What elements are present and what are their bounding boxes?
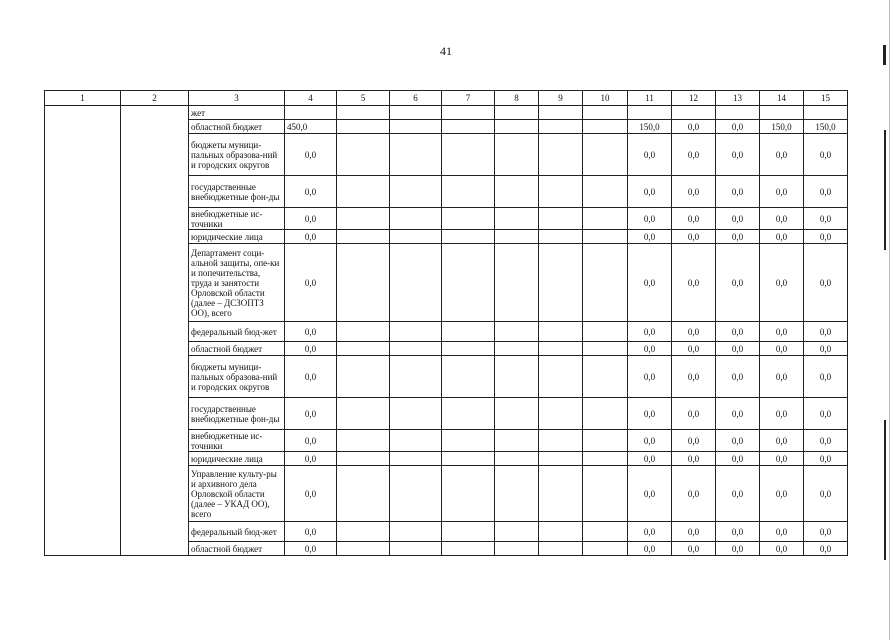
scan-edge-mark xyxy=(884,420,886,560)
cell-col-9 xyxy=(539,230,583,244)
cell-col-11: 0,0 xyxy=(628,452,672,466)
cell-col-15: 150,0 xyxy=(804,120,848,134)
cell-col-10 xyxy=(583,208,628,230)
cell-col-4: 0,0 xyxy=(285,176,337,208)
cell-col-12: 0,0 xyxy=(672,134,716,176)
cell-col-6 xyxy=(390,134,442,176)
cell-col-15: 0,0 xyxy=(804,542,848,556)
cell-col-13: 0,0 xyxy=(716,430,760,452)
column-header-7: 7 xyxy=(442,91,495,106)
cell-col-13: 0,0 xyxy=(716,134,760,176)
cell-col-8 xyxy=(495,430,539,452)
column-header-3: 3 xyxy=(189,91,285,106)
cell-col-8 xyxy=(495,244,539,322)
budget-table xyxy=(44,90,848,556)
cell-col-8 xyxy=(495,134,539,176)
row-description: государственные внебюджетные фон-ды xyxy=(189,398,285,430)
column-header-10: 10 xyxy=(583,91,628,106)
cell-col-12: 0,0 xyxy=(672,322,716,342)
cell-col-10 xyxy=(583,430,628,452)
cell-col-7 xyxy=(442,230,495,244)
row-description: областной бюджет xyxy=(189,342,285,356)
cell-col-5 xyxy=(337,342,390,356)
cell-col-14: 0,0 xyxy=(760,244,804,322)
cell-col-13: 0,0 xyxy=(716,176,760,208)
cell-col-11: 0,0 xyxy=(628,134,672,176)
cell-col-14: 0,0 xyxy=(760,176,804,208)
cell-col-7 xyxy=(442,430,495,452)
cell-col-6 xyxy=(390,342,442,356)
row-description: федеральный бюд-жет xyxy=(189,522,285,542)
cell-col-8 xyxy=(495,120,539,134)
cell-col-11: 0,0 xyxy=(628,208,672,230)
cell-col-10 xyxy=(583,230,628,244)
cell-col-11 xyxy=(628,106,672,120)
cell-col-12: 0,0 xyxy=(672,522,716,542)
cell-col-4: 0,0 xyxy=(285,522,337,542)
cell-col-13: 0,0 xyxy=(716,230,760,244)
column-header-12: 12 xyxy=(672,91,716,106)
cell-col-5 xyxy=(337,466,390,522)
cell-col-12: 0,0 xyxy=(672,342,716,356)
cell-col-13: 0,0 xyxy=(716,322,760,342)
cell-col-7 xyxy=(442,120,495,134)
cell-col-5 xyxy=(337,230,390,244)
cell-col-13: 0,0 xyxy=(716,356,760,398)
cell-col-14: 0,0 xyxy=(760,356,804,398)
cell-col-12: 0,0 xyxy=(672,230,716,244)
cell-col-8 xyxy=(495,542,539,556)
cell-col-7 xyxy=(442,176,495,208)
row-description: жет xyxy=(189,106,285,120)
cell-col-13: 0,0 xyxy=(716,120,760,134)
cell-col-6 xyxy=(390,322,442,342)
cell-col-5 xyxy=(337,134,390,176)
cell-col-9 xyxy=(539,176,583,208)
cell-col-12: 0,0 xyxy=(672,398,716,430)
cell-col-9 xyxy=(539,452,583,466)
cell-col-7 xyxy=(442,134,495,176)
row-description: федеральный бюд-жет xyxy=(189,322,285,342)
cell-col-4: 0,0 xyxy=(285,452,337,466)
column-header-4: 4 xyxy=(285,91,337,106)
cell-col-14: 0,0 xyxy=(760,230,804,244)
cell-col-4: 0,0 xyxy=(285,208,337,230)
cell-col-4: 450,0 xyxy=(285,120,337,134)
cell-col-11: 0,0 xyxy=(628,176,672,208)
column-header-1: 1 xyxy=(45,91,121,106)
cell-col-4: 0,0 xyxy=(285,230,337,244)
table-row xyxy=(45,106,848,120)
row-description: государственные внебюджетные фон-ды xyxy=(189,176,285,208)
cell-col-14: 0,0 xyxy=(760,522,804,542)
cell-col-11: 0,0 xyxy=(628,356,672,398)
cell-col-7 xyxy=(442,398,495,430)
cell-col-15: 0,0 xyxy=(804,322,848,342)
cell-col-7 xyxy=(442,322,495,342)
column-header-13: 13 xyxy=(716,91,760,106)
cell-col-10 xyxy=(583,452,628,466)
cell-col-5 xyxy=(337,542,390,556)
cell-col-7 xyxy=(442,452,495,466)
cell-col-6 xyxy=(390,430,442,452)
cell-col-5 xyxy=(337,356,390,398)
cell-col-7 xyxy=(442,522,495,542)
scan-edge-mark xyxy=(884,130,886,250)
cell-col-11: 0,0 xyxy=(628,230,672,244)
cell-col-10 xyxy=(583,322,628,342)
cell-col-7 xyxy=(442,542,495,556)
cell-col-15: 0,0 xyxy=(804,176,848,208)
cell-col-5 xyxy=(337,322,390,342)
column-header-11: 11 xyxy=(628,91,672,106)
row-description: бюджеты муници-пальных образова-ний и городских округов xyxy=(189,356,285,398)
cell-col-15 xyxy=(804,106,848,120)
cell-col-7 xyxy=(442,208,495,230)
cell-col-15: 0,0 xyxy=(804,134,848,176)
row-description: внебюджетные ис-точники xyxy=(189,430,285,452)
cell-col-9 xyxy=(539,120,583,134)
cell-col-15: 0,0 xyxy=(804,522,848,542)
cell-col-4: 0,0 xyxy=(285,322,337,342)
scan-edge-mark xyxy=(883,45,886,65)
cell-col-9 xyxy=(539,208,583,230)
cell-col-11: 0,0 xyxy=(628,342,672,356)
cell-col-8 xyxy=(495,466,539,522)
cell-col-11: 0,0 xyxy=(628,398,672,430)
cell-col-9 xyxy=(539,244,583,322)
cell-col-4 xyxy=(285,106,337,120)
cell-col-15: 0,0 xyxy=(804,466,848,522)
row-description: областной бюджет xyxy=(189,542,285,556)
cell-col-15: 0,0 xyxy=(804,398,848,430)
cell-col-5 xyxy=(337,244,390,322)
cell-col-11: 0,0 xyxy=(628,430,672,452)
cell-col-4: 0,0 xyxy=(285,466,337,522)
cell-col-12: 0,0 xyxy=(672,120,716,134)
cell-col-4: 0,0 xyxy=(285,244,337,322)
cell-col-10 xyxy=(583,120,628,134)
cell-col-6 xyxy=(390,398,442,430)
row-description: бюджеты муници-пальных образова-ний и городских округов xyxy=(189,134,285,176)
cell-col-6 xyxy=(390,542,442,556)
cell-col-11: 0,0 xyxy=(628,542,672,556)
cell-col-4: 0,0 xyxy=(285,542,337,556)
cell-col-12: 0,0 xyxy=(672,430,716,452)
cell-col-5 xyxy=(337,176,390,208)
cell-col-9 xyxy=(539,134,583,176)
cell-col-5 xyxy=(337,522,390,542)
cell-col-5 xyxy=(337,452,390,466)
cell-col-9 xyxy=(539,522,583,542)
cell-col-13: 0,0 xyxy=(716,466,760,522)
cell-col-13: 0,0 xyxy=(716,542,760,556)
column-header-2: 2 xyxy=(121,91,189,106)
cell-col-6 xyxy=(390,120,442,134)
cell-col-15: 0,0 xyxy=(804,208,848,230)
cell-col-14: 0,0 xyxy=(760,430,804,452)
column-2-merged-cell xyxy=(121,106,189,556)
cell-col-10 xyxy=(583,176,628,208)
cell-col-13: 0,0 xyxy=(716,522,760,542)
cell-col-10 xyxy=(583,134,628,176)
row-description: юридические лица xyxy=(189,230,285,244)
cell-col-7 xyxy=(442,106,495,120)
cell-col-15: 0,0 xyxy=(804,452,848,466)
cell-col-14: 0,0 xyxy=(760,466,804,522)
row-description: юридические лица xyxy=(189,452,285,466)
cell-col-7 xyxy=(442,356,495,398)
scan-edge-line xyxy=(889,0,890,640)
column-header-6: 6 xyxy=(390,91,442,106)
cell-col-11: 0,0 xyxy=(628,466,672,522)
column-header-5: 5 xyxy=(337,91,390,106)
cell-col-14: 0,0 xyxy=(760,134,804,176)
cell-col-9 xyxy=(539,106,583,120)
page-number: 41 xyxy=(440,44,452,58)
cell-col-14: 0,0 xyxy=(760,542,804,556)
cell-col-15: 0,0 xyxy=(804,230,848,244)
cell-col-10 xyxy=(583,542,628,556)
cell-col-10 xyxy=(583,356,628,398)
cell-col-11: 150,0 xyxy=(628,120,672,134)
cell-col-9 xyxy=(539,466,583,522)
cell-col-12: 0,0 xyxy=(672,176,716,208)
column-1-merged-cell xyxy=(45,106,121,556)
cell-col-6 xyxy=(390,176,442,208)
cell-col-13: 0,0 xyxy=(716,208,760,230)
cell-col-11: 0,0 xyxy=(628,244,672,322)
cell-col-12: 0,0 xyxy=(672,466,716,522)
cell-col-15: 0,0 xyxy=(804,342,848,356)
column-header-8: 8 xyxy=(495,91,539,106)
cell-col-9 xyxy=(539,398,583,430)
cell-col-12: 0,0 xyxy=(672,208,716,230)
cell-col-5 xyxy=(337,398,390,430)
row-description: Управление культу-ры и архивного дела Орловской области (далее – УКАД ОО), всего xyxy=(189,466,285,522)
cell-col-10 xyxy=(583,522,628,542)
cell-col-6 xyxy=(390,244,442,322)
cell-col-12: 0,0 xyxy=(672,244,716,322)
cell-col-14: 0,0 xyxy=(760,322,804,342)
cell-col-8 xyxy=(495,230,539,244)
cell-col-9 xyxy=(539,322,583,342)
cell-col-10 xyxy=(583,466,628,522)
row-description: внебюджетные ис-точники xyxy=(189,208,285,230)
cell-col-14 xyxy=(760,106,804,120)
row-description: Департамент соци-альной защиты, опе-ки и попечительства, труда и занятости Орловской области (далее – ДСЗОПТЗ ОО), всего xyxy=(189,244,285,322)
cell-col-6 xyxy=(390,356,442,398)
cell-col-5 xyxy=(337,430,390,452)
cell-col-12: 0,0 xyxy=(672,452,716,466)
cell-col-8 xyxy=(495,342,539,356)
cell-col-15: 0,0 xyxy=(804,430,848,452)
cell-col-8 xyxy=(495,356,539,398)
cell-col-10 xyxy=(583,342,628,356)
cell-col-6 xyxy=(390,522,442,542)
cell-col-14: 0,0 xyxy=(760,208,804,230)
cell-col-12 xyxy=(672,106,716,120)
cell-col-15: 0,0 xyxy=(804,356,848,398)
cell-col-5 xyxy=(337,106,390,120)
cell-col-14: 150,0 xyxy=(760,120,804,134)
cell-col-10 xyxy=(583,398,628,430)
cell-col-7 xyxy=(442,342,495,356)
cell-col-6 xyxy=(390,208,442,230)
cell-col-6 xyxy=(390,452,442,466)
cell-col-11: 0,0 xyxy=(628,522,672,542)
cell-col-8 xyxy=(495,522,539,542)
cell-col-8 xyxy=(495,322,539,342)
column-header-14: 14 xyxy=(760,91,804,106)
cell-col-13: 0,0 xyxy=(716,244,760,322)
cell-col-14: 0,0 xyxy=(760,452,804,466)
cell-col-4: 0,0 xyxy=(285,398,337,430)
cell-col-13: 0,0 xyxy=(716,342,760,356)
cell-col-14: 0,0 xyxy=(760,342,804,356)
cell-col-5 xyxy=(337,120,390,134)
cell-col-8 xyxy=(495,208,539,230)
cell-col-10 xyxy=(583,106,628,120)
row-description: областной бюджет xyxy=(189,120,285,134)
cell-col-4: 0,0 xyxy=(285,430,337,452)
column-header-15: 15 xyxy=(804,91,848,106)
cell-col-4: 0,0 xyxy=(285,342,337,356)
cell-col-9 xyxy=(539,342,583,356)
column-header-9: 9 xyxy=(539,91,583,106)
cell-col-8 xyxy=(495,452,539,466)
cell-col-8 xyxy=(495,106,539,120)
header-row xyxy=(45,91,848,106)
cell-col-14: 0,0 xyxy=(760,398,804,430)
cell-col-12: 0,0 xyxy=(672,542,716,556)
cell-col-4: 0,0 xyxy=(285,134,337,176)
cell-col-15: 0,0 xyxy=(804,244,848,322)
cell-col-11: 0,0 xyxy=(628,322,672,342)
cell-col-13: 0,0 xyxy=(716,452,760,466)
cell-col-6 xyxy=(390,466,442,522)
cell-col-9 xyxy=(539,430,583,452)
cell-col-13 xyxy=(716,106,760,120)
cell-col-7 xyxy=(442,244,495,322)
cell-col-13: 0,0 xyxy=(716,398,760,430)
cell-col-7 xyxy=(442,466,495,522)
cell-col-5 xyxy=(337,208,390,230)
cell-col-4: 0,0 xyxy=(285,356,337,398)
cell-col-9 xyxy=(539,542,583,556)
cell-col-12: 0,0 xyxy=(672,356,716,398)
cell-col-9 xyxy=(539,356,583,398)
cell-col-10 xyxy=(583,244,628,322)
cell-col-6 xyxy=(390,230,442,244)
cell-col-8 xyxy=(495,176,539,208)
cell-col-6 xyxy=(390,106,442,120)
cell-col-8 xyxy=(495,398,539,430)
